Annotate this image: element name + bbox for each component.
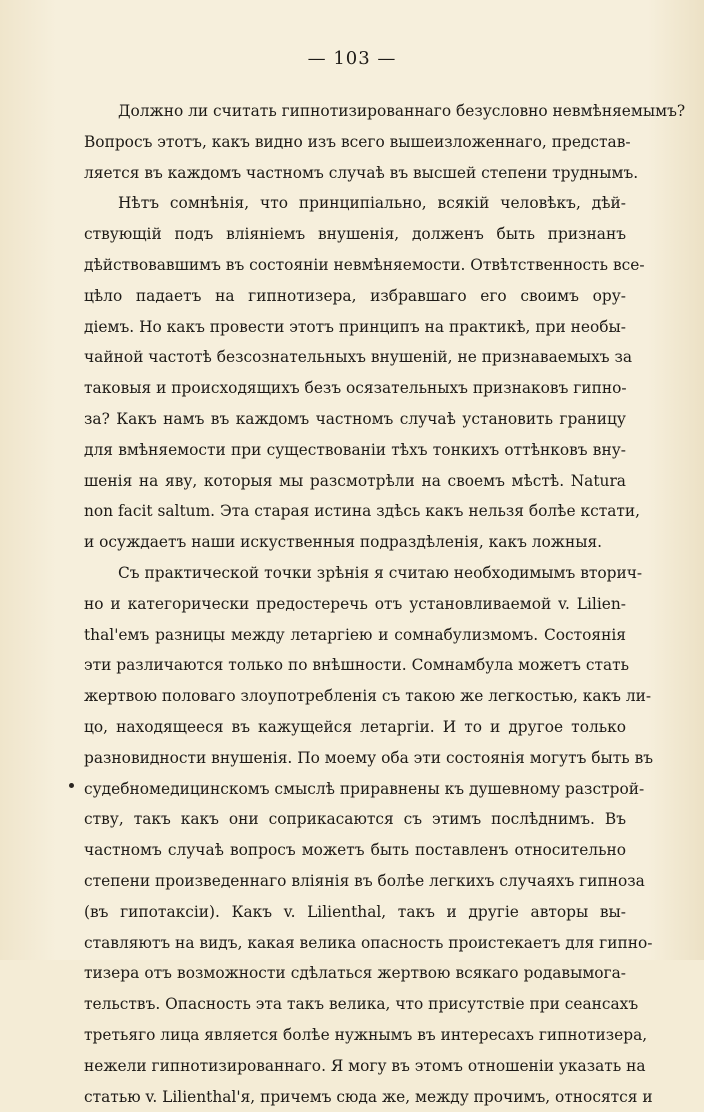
text-line: діемъ. Но какъ провести этотъ принципъ на практикѣ, при необы- [84, 312, 626, 343]
text-line: разновидности внушенія. По моему оба эти состоянія могутъ быть въ [84, 743, 626, 774]
text-line: статью v. Lilienthal'я, причемъ сюда же, между прочимъ, относятся и [84, 1082, 626, 1112]
text-line: тизера отъ возможности сдѣлаться жертвою всякаго родавымога- [84, 958, 626, 989]
text-line: частномъ случаѣ вопросъ можетъ быть поставленъ относительно [84, 835, 626, 866]
text-line: цо, находящееся въ кажущейся летаргіи. И то и другое только [84, 712, 626, 743]
text-line: non facit saltum. Эта старая истина здѣсь какъ нельзя болѣе кстати, [84, 496, 626, 527]
text-line: за? Какъ намъ въ каждомъ частномъ случаѣ установить границу [84, 404, 626, 435]
text-line: третьяго лица является болѣе нужнымъ въ интересахъ гипнотизера, [84, 1020, 626, 1051]
text-line: ству, такъ какъ они соприкасаются съ этимъ послѣднимъ. Въ [84, 804, 626, 835]
text-line: Должно ли считать гипнотизированнаго безусловно невмѣняемымъ? [84, 96, 626, 127]
text-line: тельствъ. Опасность эта такъ велика, что присутствіе при сеансахъ [84, 989, 626, 1020]
text-line: дѣйствовавшимъ въ состояніи невмѣняемости. Отвѣтственность все- [84, 250, 626, 281]
text-line: цѣло падаетъ на гипнотизера, избравшаго его своимъ ору- [84, 281, 626, 312]
text-line: ствующій подъ вліяніемъ внушенія, долженъ быть признанъ [84, 219, 626, 250]
text-line: thal'емъ разницы между летаргіею и сомнабулизмомъ. Состоянія [84, 620, 626, 651]
text-line: шенія на яву, которыя мы разсмотрѣли на своемъ мѣстѣ. Natura [84, 466, 626, 497]
text-line: жертвою половаго злоупотребленія съ такою же легкостью, какъ ли- [84, 681, 626, 712]
margin-ink-dot [69, 783, 74, 788]
text-line: эти различаются только по внѣшности. Сомнамбула можетъ стать [84, 650, 626, 681]
text-line: степени произведеннаго вліянія въ болѣе легкихъ случаяхъ гипноза [84, 866, 626, 897]
text-line: Съ практической точки зрѣнія я считаю необходимымъ вторич- [84, 558, 626, 589]
text-line: Нѣтъ сомнѣнія, что принципіально, всякій человѣкъ, дѣй- [84, 188, 626, 219]
text-line: но и категорически предостеречь отъ установливаемой v. Lilien- [84, 589, 626, 620]
text-line: (въ гипотаксіи). Какъ v. Lilienthal, такъ и другіе авторы вы- [84, 897, 626, 928]
text-line: ставляютъ на видъ, какая велика опасность проистекаетъ для гипно- [84, 928, 626, 959]
body-text [84, 96, 626, 1112]
text-line: ляется въ каждомъ частномъ случаѣ въ высшей степени труднымъ. [84, 158, 626, 189]
text-line: и осуждаетъ наши искуственныя подраздѣленія, какъ ложныя. [84, 527, 626, 558]
text-line: таковыя и происходящихъ безъ осязательныхъ признаковъ гипно- [84, 373, 626, 404]
page-number: — 103 — [0, 48, 704, 69]
text-line: судебномедицинскомъ смыслѣ приравнены къ душевному разстрой- [84, 774, 626, 805]
text-line: Вопросъ этотъ, какъ видно изъ всего вышеизложеннаго, представ- [84, 127, 626, 158]
text-line: нежели гипнотизированнаго. Я могу въ этомъ отношеніи указать на [84, 1051, 626, 1082]
text-line: для вмѣняемости при существованіи тѣхъ тонкихъ оттѣнковъ вну- [84, 435, 626, 466]
text-line: чайной частотѣ безсознательныхъ внушеній, не признаваемыхъ за [84, 342, 626, 373]
